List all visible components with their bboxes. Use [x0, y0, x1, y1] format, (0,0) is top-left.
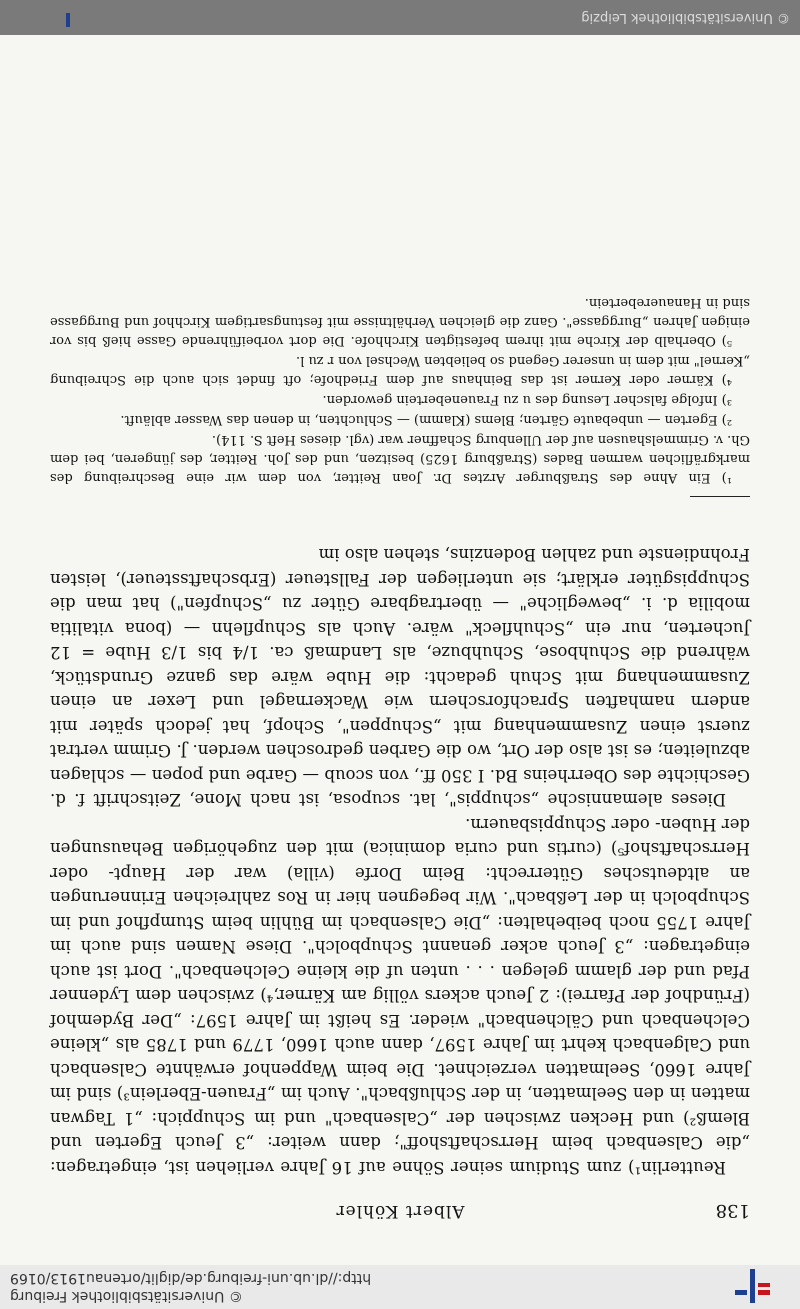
paragraph: Dieses alemannische „schuppis", lat. scuposa, ist nach Mone, Zeitschrift f. d. Geschichte des Oberrheins Bd. I 350 ff., von scoub — Garbe und popen — schlagen abzuleiten; es ist also der Ort, wo die Garben gedroschen werden. J. Grimm vertrat zuerst einen Zusammenhang mit „Schuppen", Schopf, hat jedoch später mit andern namhaften Sprachforschern wie Wackernagel und Lexer an einen Zusammenhang mit Schuh gedacht: die Hube wäre das ganze Grundstück, während die Schuhbose, Schuhbuze, als Landmaß ca. 1/4 bis 1/3 Hube = 12 Jucherten, nur ein „Schuhfleck" wäre. Auch als Schupflehn — (bona vitalitia mobilia d. i. „bewegliche" — übertragbare Güter zu „Schupfen") hat man die Schuppisgüter erklärt; sie unterliegen der Fallsteuer (Erbschaftssteuer), leisten Frohndienste und zahlen Bodenzins, stehen also im [50, 545, 750, 810]
footnote: ¹) Ein Ahne des Straßburger Arztes Dr. Joan Reitter, von dem wir eine Beschreibung des markgräflichen warmen Bades (Straßburg 1625) besitzen, und des Joh. Reitter, des jüngeren, bei dem Gh. v. Grimmelshausen auf der Ullenburg Schaffner war (vgl. dieses Heft S. 114). [50, 432, 750, 485]
footer-credit: © Universitätsbibliothek Leipzig [581, 10, 790, 25]
body-text [50, 542, 750, 1179]
running-head-author: Albert Köhler [335, 1201, 465, 1221]
footnote-rule [690, 496, 750, 497]
running-head [50, 1195, 750, 1221]
header-meta [10, 1269, 800, 1305]
footnote: ²) Egerten — unbebaute Gärten; Blems (Klamm) — Schluchten, in denen das Wasser abläuft. [120, 412, 732, 427]
rights-notice: © Universitätsbibliothek Freiburg [10, 1288, 243, 1304]
source-url[interactable]: http://dl.ub.uni-freiburg.de/diglit/ortenau1913/0169 [10, 1270, 372, 1286]
paragraph: Reutterlin¹) zum Studium seiner Söhne auf 16 Jahre verliehen ist, eingetragen: „die Calsenbach beim Herrschaftshoff"; dann weiter: „3 Jeuch Egerten und Blemß²) und Hecken zwischen der „Calsenbach" und im Schuppich: „1 Tagwan matten in den Seelmatten, in der Schlußbach". Auch im „Frauen-Eberlein³) sind im Jahre 1660, Seelmatten verzeichnet. Die beim Wappenhof erwähnte Calsenbach und Calgenbach kehrt im Jahre 1597, dann auch 1660, 1779 und 1785 als „kleine Celchenbach und Cälchenbach" wieder. Es heißt im Jahre 1597: „Der Bydemhof (Fründhof der Pfarrei): 2 Jeuch ackers völlig am Kärner,⁴) zwischen dem Lydenner Pfad und der glamm gelegen . . . unten uf die kleine Celchenbach". Dort ist auch eingetragen: „3 Jeuch acker genannt Schupbolch". Diese Namen sind auch im Jahre 1755 noch beibehalten: „Die Calsenbach im Bühlin beim Stumpfhof und im Schupbolch in der Leßbach". Wir begegnen hier in Ros zahlreichen Erinnerungen an altdeutsches Güterrecht: Beim Dorfe (villa) war der Haupt- oder Herrschaftshof⁵) (curtis und curia dominica) mit den zugehörigen Behausungen der Huben- oder Schuppisbauern. [50, 815, 750, 1177]
viewer-header [0, 1264, 800, 1309]
footnote: ³) Infolge falscher Lesung des u zu Frauenebertein geworden. [322, 392, 732, 407]
page-number: 138 [715, 1200, 750, 1221]
logo-strip-icon [46, 13, 70, 27]
footnotes [50, 292, 750, 487]
footnote: ⁴) Kärner oder Kerner ist das Beinhaus auf dem Friedhofe; oft findet sich auch die Schreibung „Kernel" mit dem in unserer Gegend so beliebten Wechsel von r zu l. [50, 353, 750, 387]
viewer-footer [0, 0, 800, 35]
footnote: ⁵) Oberhalb der Kirche mit ihrem befestigten Kirchhofe. Die dort vorbeiführende Gasse hieß bis vor einigen Jahren „Burggasse". Ganz die gleichen Verhältnisse mit festungsartigem Kirchhof und Burggasse sind in Hanauerebertein. [50, 295, 750, 348]
